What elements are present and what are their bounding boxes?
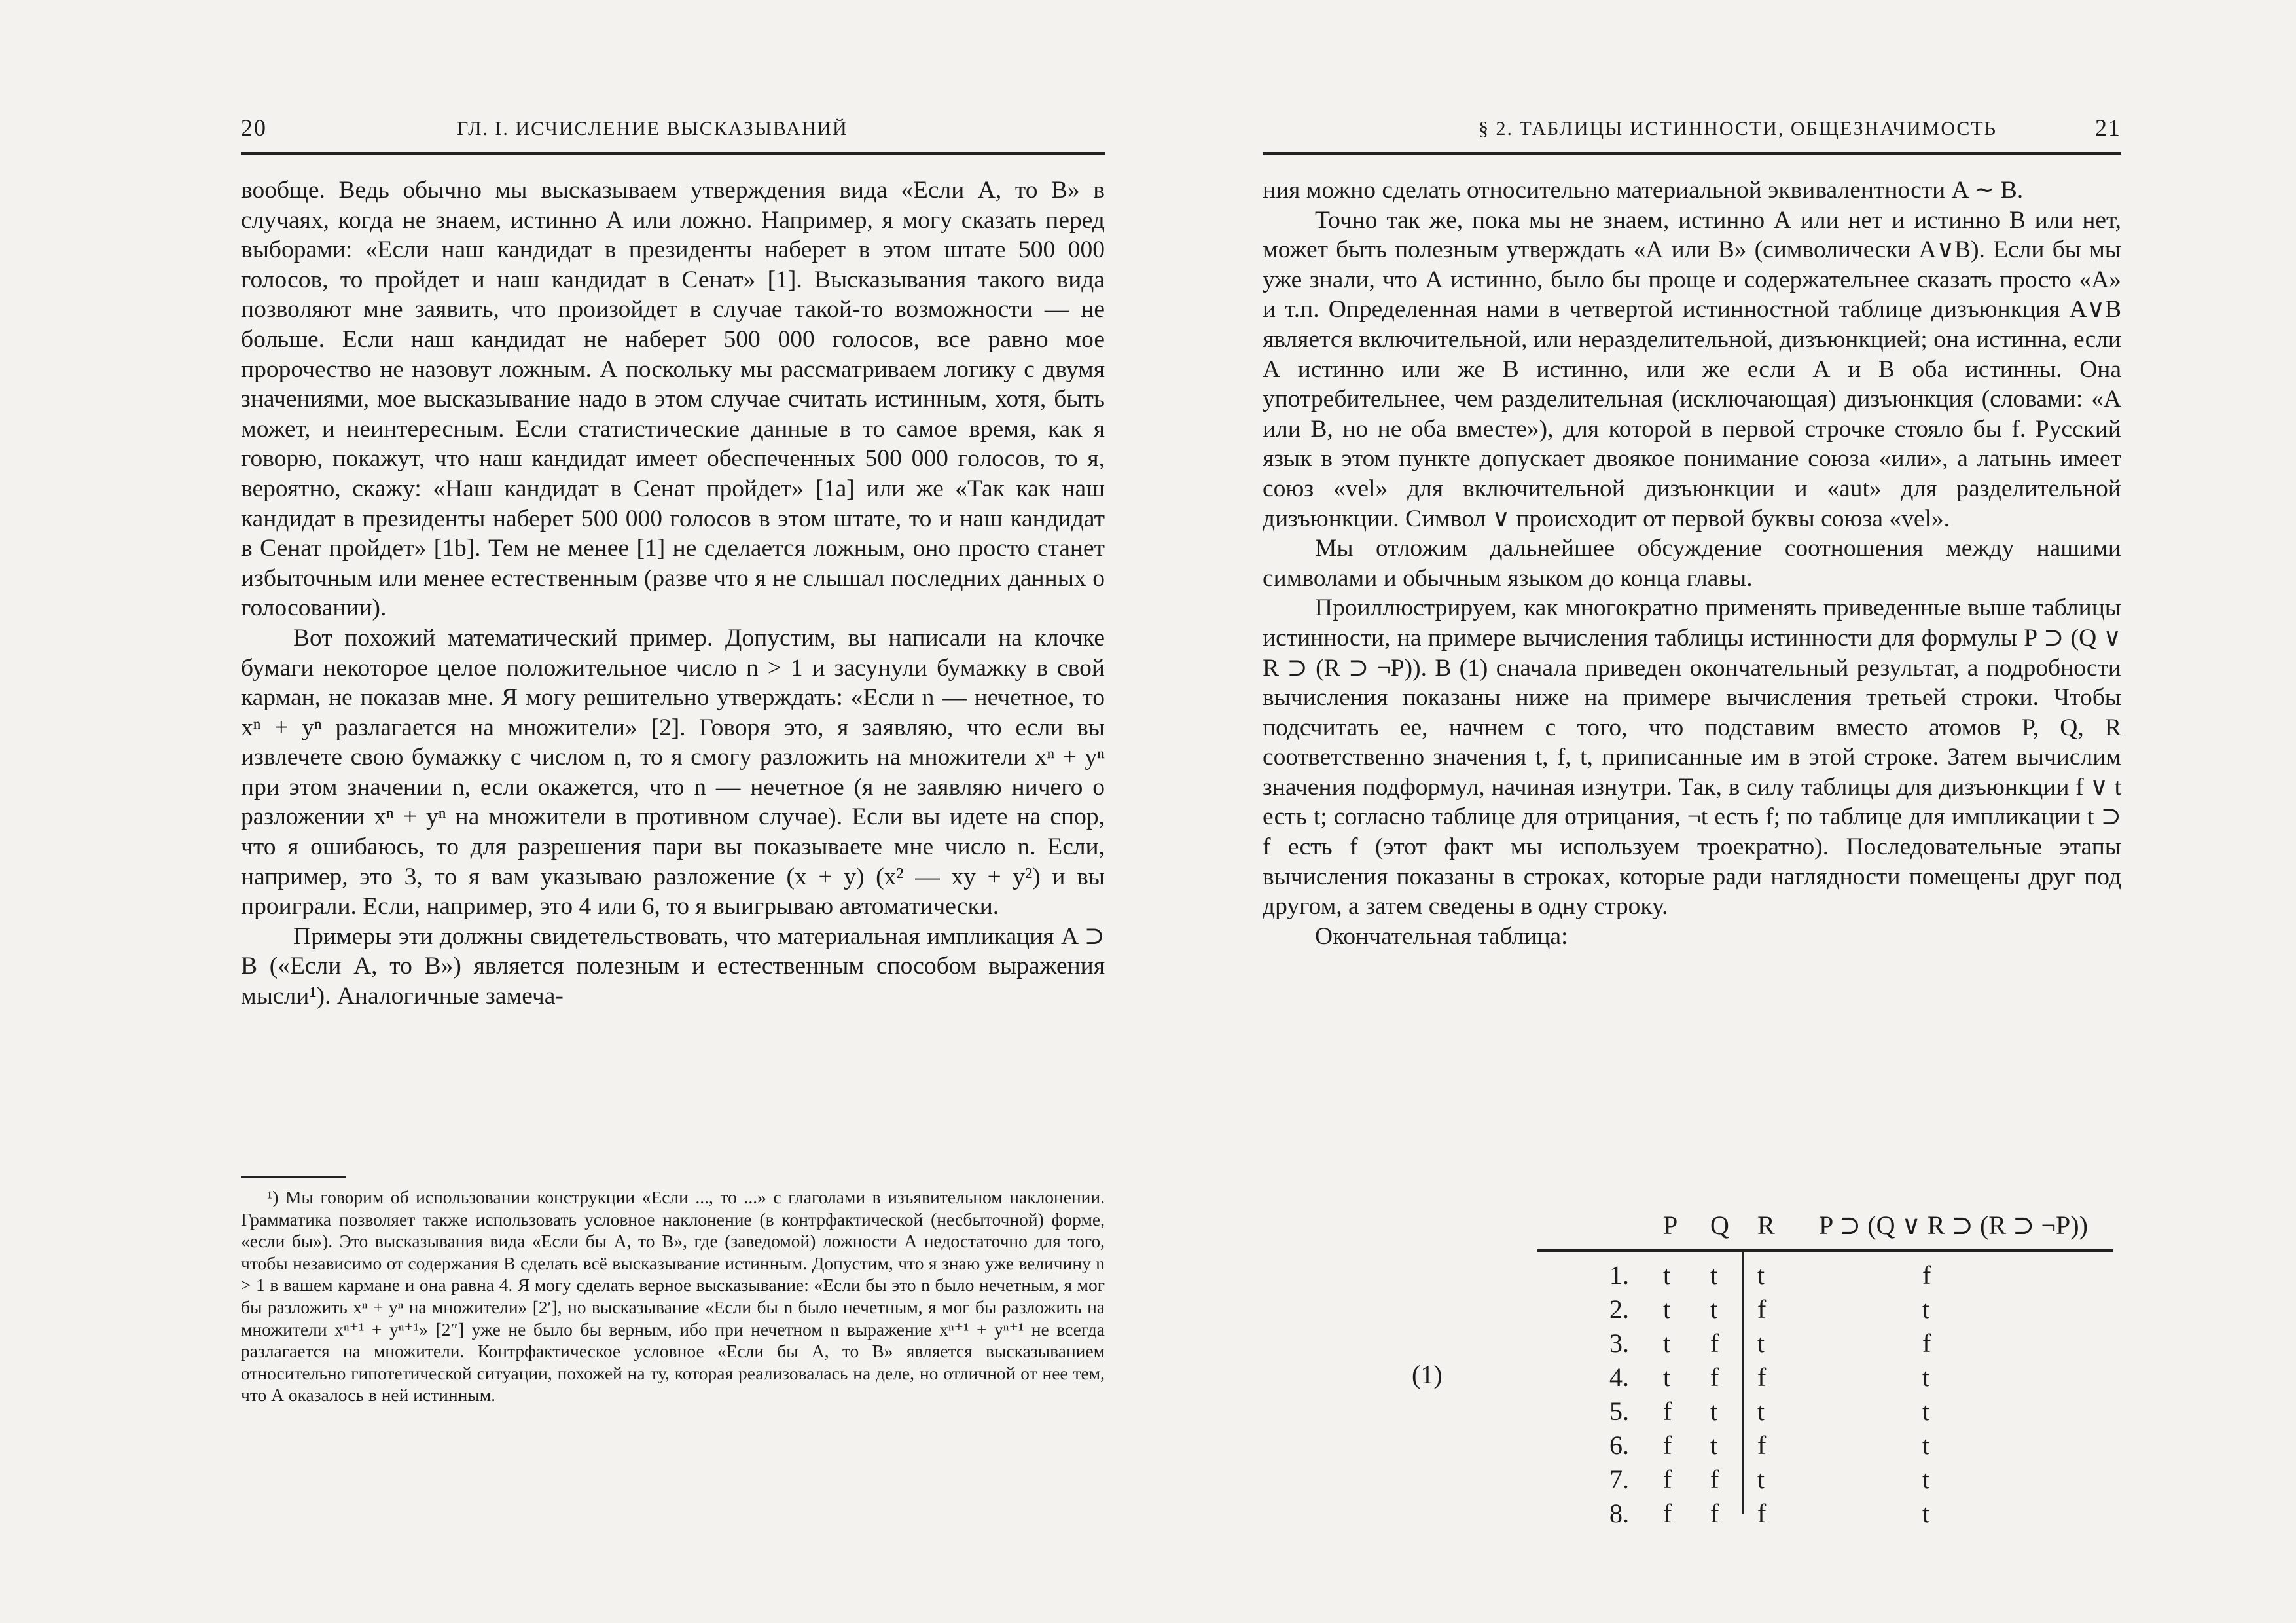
footnote [241,1186,1105,1406]
truth-table-label: (1) [1412,1360,1443,1389]
truth-table-cell-q: f [1710,1328,1719,1358]
left-running-head [241,110,1105,155]
truth-table-row [1263,1362,2121,1396]
truth-table-row [1263,1498,2121,1532]
truth-table-header-p: P [1663,1211,1678,1240]
left-running-head-title: ГЛ. I. ИСЧИСЛЕНИЕ ВЫСКАЗЫВАНИЙ [457,118,848,139]
left-body-text [241,175,1105,1012]
truth-table-cell-n: 7. [1609,1465,1629,1494]
truth-table-cell-v: t [1922,1396,1930,1426]
right-body-text [1263,175,2121,951]
truth-table-cell-r: f [1757,1431,1767,1460]
left-paragraph-1: вообще. Ведь обычно мы высказываем утверждения вида «Если А, то В» в случаях, когда не знаем, истинно А или ложно. Например, я могу сказать перед выборами: «Если наш кандидат в президенты наберет в этом штате 500 000 голосов, то пройдет и наш кандидат в Сенат» [1]. Высказывания такого вида позволяют мне заявить, что произойдет в случае такой-то возможности — не больше. Если наш кандидат не наберет 500 000 голосов, все равно мое пророчество не назовут ложным. А поскольку мы рассматриваем логику с двумя значениями, мое высказывание надо в этом случае считать истинным, хотя, быть может, и неинтересным. Если статистические данные в то самое время, как я говорю, покажут, что наш кандидат имеет обеспеченных 500 000 голосов, то я, вероятно, скажу: «Наш кандидат в Сенат пройдет» [1a] или же «Так как наш кандидат в президенты наберет 500 000 голосов в этом штате, то и наш кандидат в Сенат пройдет» [1b]. Тем не менее [1] не сделается ложным, оно просто станет избыточным или менее естественным (разве что я не слышал последних данных о голосовании). [241,177,1105,622]
truth-table-cell-v: f [1922,1260,1931,1290]
left-page-number: 20 [241,115,267,141]
right-paragraph-5: Окончательная таблица: [1315,922,1568,950]
right-paragraph-3: Мы отложим дальнейшее обсуждение соотношения между нашими символами и обычным языком до конца главы. [1263,535,2121,592]
truth-table-cell-p: t [1663,1362,1671,1392]
truth-table-cell-p: f [1663,1499,1672,1528]
right-running-head [1263,110,2121,155]
right-paragraph-4: Проиллюстрируем, как многократно применять приведенные выше таблицы истинности, на примере вычисления таблицы истинности для формулы P ⊃ (Q ∨ R ⊃ (R ⊃ ¬P)). В (1) сначала приведен окончательный результат, а подробности вычисления показаны ниже на примере вычисления третьей строки. Чтобы подсчитать ее, начнем с того, что подставим вместо атомов P, Q, R соответственно значения t, f, t, приписанные им в этой строке. Затем вычислим значения подформул, начиная изнутри. Так, в силу таблицы для дизъюнкции f ∨ t есть t; согласно таблице для отрицания, ¬t есть f; по таблице для импликации t ⊃ f есть f (этот факт мы используем троекратно). Последовательные этапы вычисления показаны в строках, которые ради наглядности помещены друг под другом, а затем сведены в одну строку. [1263,594,2121,921]
truth-table-row [1263,1328,2121,1362]
truth-table-cell-p: t [1663,1260,1671,1290]
footnote-separator [241,1176,346,1178]
truth-table-cell-v: t [1922,1465,1930,1494]
truth-table-cell-r: f [1757,1362,1767,1392]
truth-table-row [1263,1464,2121,1498]
truth-table-cell-q: t [1710,1396,1718,1426]
truth-table-header-q: Q [1710,1211,1729,1240]
right-paragraph-1: ния можно сделать относительно материальной эквивалентности A ∼ B. [1263,177,2024,204]
truth-table-cell-v: t [1922,1362,1930,1392]
truth-table-cell-q: f [1710,1499,1719,1528]
truth-table-cell-v: f [1922,1328,1931,1358]
truth-table-cell-p: f [1663,1431,1672,1460]
right-running-head-title: § 2. ТАБЛИЦЫ ИСТИННОСТИ, ОБЩЕЗНАЧИМОСТЬ [1479,118,1997,139]
right-page [1148,0,2296,1623]
truth-table-row [1263,1396,2121,1430]
truth-table-cell-p: f [1663,1465,1672,1494]
truth-table-cell-v: t [1922,1431,1930,1460]
truth-table-cell-n: 2. [1609,1294,1629,1324]
truth-table-cell-n: 8. [1609,1499,1629,1528]
truth-table-cell-r: t [1757,1260,1765,1290]
truth-table-header-formula: P ⊃ (Q ∨ R ⊃ (R ⊃ ¬P)) [1819,1211,2088,1240]
truth-table-row [1263,1294,2121,1328]
left-paragraph-3: Примеры эти должны свидетельствовать, что материальная импликация A ⊃ B («Если А, то В») является полезным и естественным способом выражения мысли¹). Аналогичные замеча- [241,922,1105,1010]
truth-table-row [1263,1430,2121,1464]
truth-table-cell-n: 3. [1609,1328,1629,1358]
truth-table-cell-r: t [1757,1396,1765,1426]
truth-table-cell-r: t [1757,1328,1765,1358]
truth-table-header-r: R [1757,1211,1775,1240]
truth-table-cell-q: f [1710,1362,1719,1392]
left-paragraph-2: Вот похожий математический пример. Допустим, вы написали на клочке бумаги некоторое целое положительное число n > 1 и засунули бумажку в свой карман, не показав мне. Я могу решительно утверждать: «Если n — нечетное, то xⁿ + yⁿ разлагается на множители» [2]. Говоря это, я заявляю, что если вы извлечете свою бумажку с числом n, то я смогу разложить на множители xⁿ + yⁿ при этом значении n, если окажется, что n — нечетное (я не заявляю ничего о разложении xⁿ + yⁿ на множители в противном случае). Если вы идете на спор, что я ошибаюсь, то для разрешения пари вы показываете мне число n. Если, например, это 3, то я вам указываю разложение (x + y) (x² — xy + y²) и вы проиграли. Если, например, это 4 или 6, то я выигрываю автоматически. [241,624,1105,921]
truth-table-cell-q: f [1710,1465,1719,1494]
truth-table-cell-v: t [1922,1499,1930,1528]
truth-table-cell-p: t [1663,1328,1671,1358]
footnote-text: ¹) Мы говорим об использовании конструкции «Если ..., то ...» с глаголами в изъявительном наклонении. Грамматика позволяет также использовать условное наклонение (в контрфактической (несбыточной) форме, «если бы»). Это высказывания вида «Если бы А, то В», где (заведомой) ложности А недостаточно для того, чтобы независимо от содержания В сделать всё высказывание истинным. Допустим, что я знаю уже величину n > 1 в вашем кармане и она равна 4. Я могу сделать верное высказывание: «Если бы это n было нечетным, я мог бы разложить xⁿ + yⁿ на множители» [2′], но высказывание «Если бы n было нечетным, я мог бы разложить на множители xⁿ⁺¹ + yⁿ⁺¹» [2″] уже не было бы верным, ибо при нечетном n выражение xⁿ⁺¹ + yⁿ⁺¹ не всегда разлагается на множители. Контрфактическое условное «Если бы А, то В» является высказыванием относительно гипотетической ситуации, похожей на ту, которая реализовалась на деле, но отличной от нее тем, что А оказалось в ней истинным. [241,1187,1105,1406]
truth-table-cell-n: 4. [1609,1362,1629,1392]
truth-table-row [1263,1260,2121,1294]
truth-table-cell-q: t [1710,1260,1718,1290]
right-paragraph-2: Точно так же, пока мы не знаем, истинно А или нет и истинно В или нет, может быть полезным утверждать «А или В» (символически A∨B). Если бы мы уже знали, что А истинно, было бы проще и содержательнее сказать просто «А» и т.п. Определенная нами в четвертой истинностной таблице дизъюнкция A∨B является включительной, или неразделительной, дизъюнкцией; она истинна, если А истинно или же В истинно, или же если А и В оба истинны. Она употребительнее, чем разделительная (исключающая) дизъюнкция (словами: «А или В, но не оба вместе»), для которой в первой строчке стояло бы f. Русский язык в этом пункте допускает двоякое понимание союза «или», а латынь имеет союз «vel» для включительной дизъюнкции и «aut» для разделительной дизъюнкции. Символ ∨ происходит от первой буквы союза «vel». [1263,206,2121,532]
truth-table-cell-n: 6. [1609,1431,1629,1460]
truth-table-cell-r: f [1757,1499,1767,1528]
right-page-number: 21 [2095,115,2121,141]
truth-table-cell-p: f [1663,1396,1672,1426]
truth-table-header-rule [1537,1249,2113,1252]
truth-table-cell-n: 1. [1609,1260,1629,1290]
truth-table-cell-r: f [1757,1294,1767,1324]
truth-table [1263,1210,2121,1528]
truth-table-cell-v: t [1922,1294,1930,1324]
truth-table-cell-q: t [1710,1431,1718,1460]
truth-table-cell-q: t [1710,1294,1718,1324]
truth-table-cell-r: t [1757,1465,1765,1494]
truth-table-cell-p: t [1663,1294,1671,1324]
truth-table-cell-n: 5. [1609,1396,1629,1426]
